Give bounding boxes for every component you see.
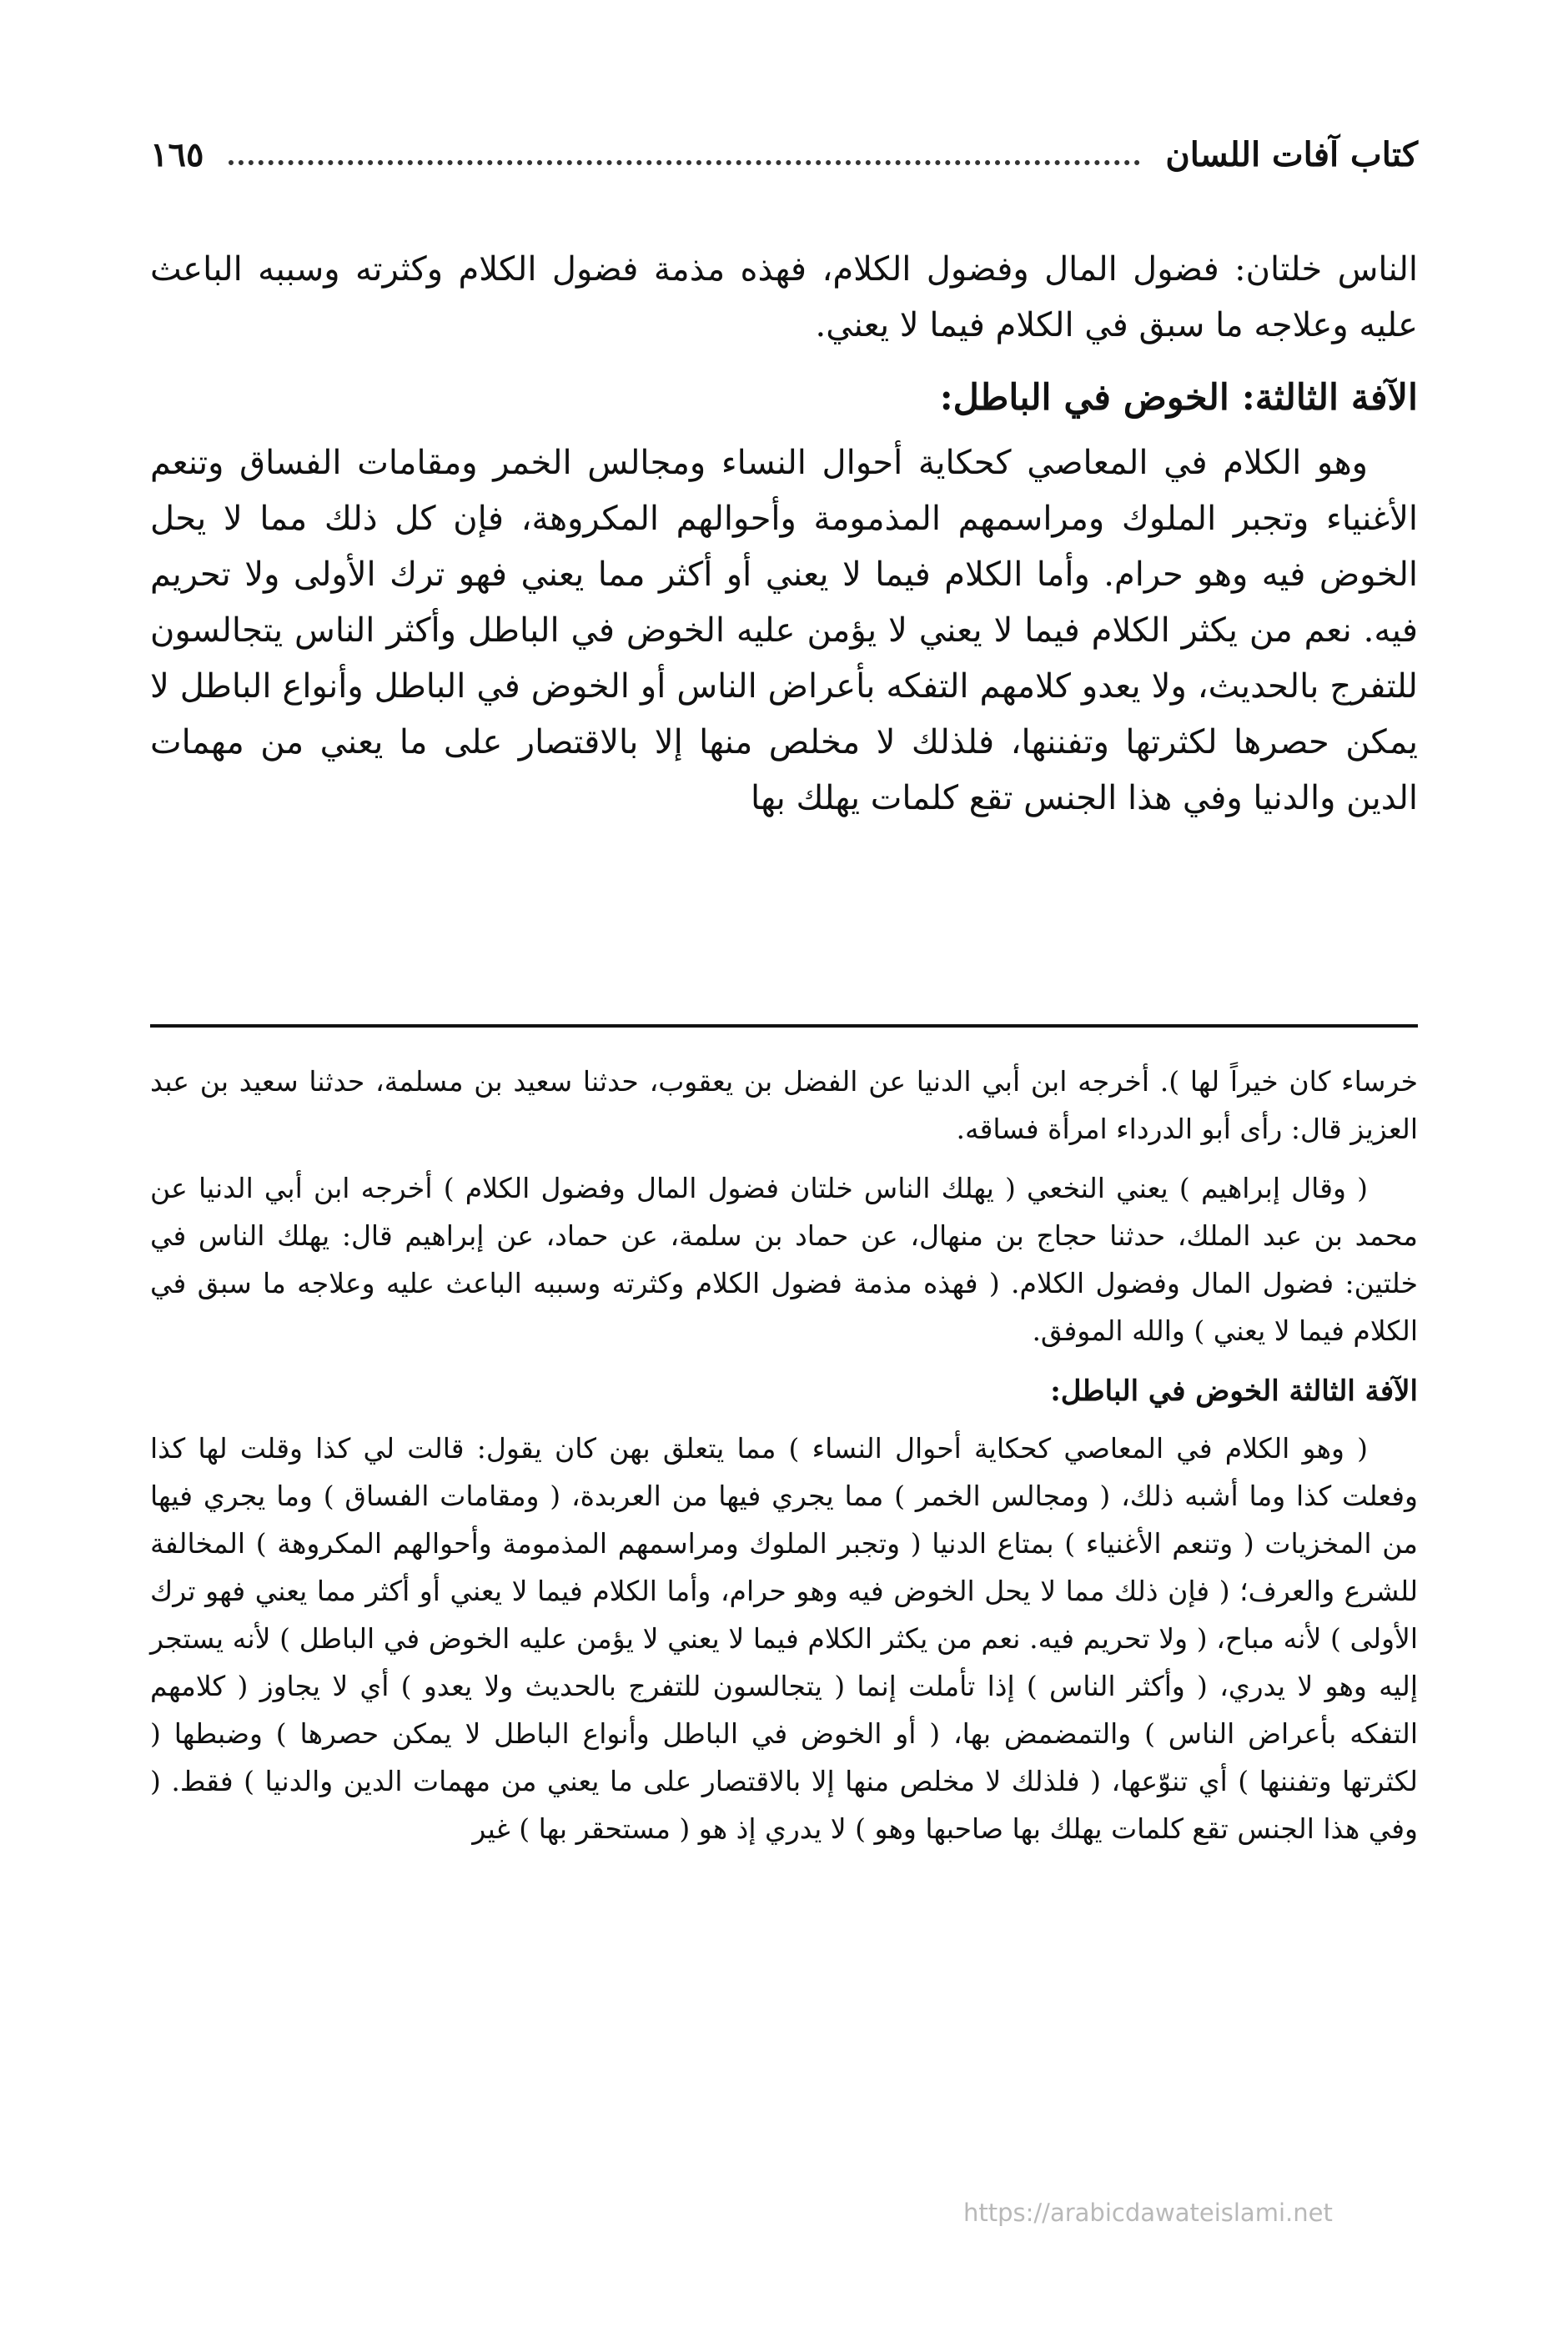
book-title: كتاب آفات اللسان: [1165, 134, 1418, 174]
header-dot-leader: [229, 160, 1140, 165]
main-text: [150, 242, 1418, 827]
commentary: [150, 1058, 1418, 1864]
commentary-heading: الآفة الثالثة الخوض في الباطل:: [1050, 1375, 1418, 1408]
section-heading: الآفة الثالثة: الخوض في الباطل:: [939, 377, 1418, 419]
page-number: ١٦٥: [150, 134, 204, 174]
main-paragraph-2: وهو الكلام في المعاصي كحكاية أحوال النساء ومجالس الخمر ومقامات الفساق وتنعم الأغنياء وتجبر الملوك ومراسمهم المذمومة وأحوالهم المكروهة، فإن كل ذلك مما لا يحل الخوض فيه وهو حرام. وأما الكلام فيما لا يعني أو أكثر مما يعني فهو ترك الأولى ولا تحريم فيه. نعم من يكثر الكلام فيما لا يعني لا يؤمن عليه الخوض في الباطل وأكثر الناس يتجالسون للتفرج بالحديث، ولا يعدو كلامهم التفكه بأعراض الناس أو الخوض في الباطل وأنواع الباطل لا يمكن حصرها لكثرتها وتفننها، فلذلك لا مخلص منها إلا بالاقتصار على ما يعني من مهمات الدين والدنيا وفي هذا الجنس تقع كلمات يهلك بها: [150, 444, 1418, 817]
main-paragraph-1: الناس خلتان: فضول المال وفضول الكلام، فهذه مذمة فضول الكلام وكثرته وسببه الباعث عليه وعلاجه ما سبق في الكلام فيما لا يعني.: [150, 250, 1418, 344]
running-header: [150, 125, 1418, 183]
commentary-paragraph-1: خرساء كان خيراً لها ). أخرجه ابن أبي الدنيا عن الفضل بن يعقوب، حدثنا سعيد بن مسلمة، حدثنا سعيد بن عبد العزيز قال: رأى أبو الدرداء امرأة فساقه.: [150, 1065, 1418, 1145]
footnote-separator: [150, 1024, 1418, 1028]
commentary-paragraph-2: ( وقال إبراهيم ) يعني النخعي ( يهلك الناس خلتان فضول المال وفضول الكلام ) أخرجه ابن أبي الدنيا عن محمد بن عبد الملك، حدثنا حجاج بن منهال، عن حماد بن سلمة، عن حماد، عن إبراهيم قال: يهلك الناس في خلتين: فضول المال وفضول الكلام. ( فهذه مذمة فضول الكلام وكثرته وسببه الباعث عليه وعلاجه ما سبق في الكلام فيما لا يعني ) والله الموفق.: [150, 1172, 1418, 1347]
commentary-paragraph-3: ( وهو الكلام في المعاصي كحكاية أحوال النساء ) مما يتعلق بهن كان يقول: قالت لي كذا وقلت لها كذا وفعلت كذا وما أشبه ذلك، ( ومجالس الخمر ) مما يجري فيها من العربدة، ( ومقامات الفساق ) وما يجري فيها من المخزيات ( وتنعم الأغنياء ) بمتاع الدنيا ( وتجبر الملوك ومراسمهم المذمومة وأحوالهم المكروهة ) المخالفة للشرع والعرف؛ ( فإن ذلك مما لا يحل الخوض فيه وهو حرام، وأما الكلام فيما لا يعني أو أكثر مما يعني فهو ترك الأولى ) لأنه مباح، ( ولا تحريم فيه. نعم من يكثر الكلام فيما لا يعني لا يؤمن عليه الخوض في الباطل ) لأنه يستجر إليه وهو لا يدري، ( وأكثر الناس ) إذا تأملت إنما ( يتجالسون للتفرج بالحديث ولا يعدو ) أي لا يجاوز ( كلامهم التفكه بأعراض الناس ) والتمضمض بها، ( أو الخوض في الباطل وأنواع الباطل لا يمكن حصرها ) وضبطها ( لكثرتها وتفننها ) أي تنوّعها، ( فلذلك لا مخلص منها إلا بالاقتصار على ما يعني من مهمات الدين والدنيا ) فقط. ( وفي هذا الجنس تقع كلمات يهلك بها صاحبها وهو ) لا يدري إذ هو ( مستحقر بها ) غير: [150, 1432, 1418, 1845]
watermark-url: https://arabicdawateislami.net: [963, 2199, 1333, 2227]
